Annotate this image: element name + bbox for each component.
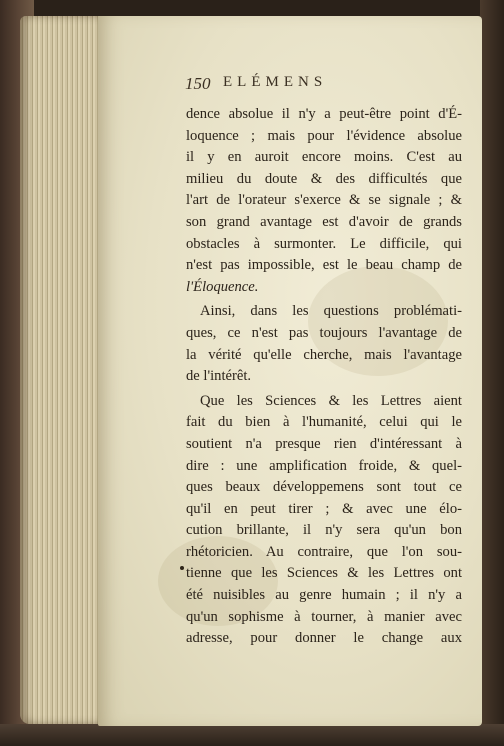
text-line: Ainsi, dans les questions problémati- — [200, 303, 462, 320]
running-title: ELÉMENS — [223, 74, 328, 90]
text-line: milieu du doute & des difficultés que — [186, 170, 462, 187]
text-line: adresse, pour donner le change aux — [186, 630, 462, 647]
text-line: qu'il en peut tirer ; & avec une élo- — [186, 500, 462, 517]
text-line: la vérité qu'elle cherche, mais l'avantage — [186, 346, 462, 363]
text-line: ques beaux développemens sont tout ce — [186, 479, 462, 496]
text-line: rhétoricien. Au contraire, que l'on sou- — [186, 543, 462, 560]
text-line: Que les Sciences & les Lettres aient — [200, 392, 462, 409]
text-line: n'est pas impossible, est le beau champ de — [186, 257, 462, 274]
text-line: de l'intérêt. — [186, 368, 252, 385]
book-cover-right — [480, 0, 504, 746]
text-line: l'art de l'orateur s'exerce & se signale ; & — [186, 192, 462, 209]
ink-spot — [180, 566, 184, 570]
text-line: loquence ; mais pour l'évidence absolue — [186, 127, 462, 144]
text-line: obstacles à surmonter. Le difficile, qui — [186, 235, 462, 252]
text-line: il y en auroit encore moins. C'est au — [186, 149, 462, 166]
text-line: l'Éloquence. — [186, 278, 259, 295]
running-header — [185, 74, 455, 96]
text-line: cution brillante, il n'y sera qu'un bon — [186, 522, 462, 539]
page-number: 150 — [185, 74, 211, 93]
text-line: tienne que les Sciences & les Lettres ont — [186, 565, 462, 582]
book-cover-bottom — [0, 724, 504, 746]
text-line: soutient n'a presque rien d'intéressant à — [186, 435, 462, 452]
text-line: dire : une amplification froide, & quel- — [186, 457, 462, 474]
text-line: qu'un sophisme à tourner, à manier avec — [186, 608, 462, 625]
text-line: ques, ce n'est pas toujours l'avantage de — [186, 324, 462, 341]
text-line: fait du bien à l'humanité, celui qui le — [186, 414, 462, 431]
body-text — [186, 104, 462, 650]
text-line: dence absolue il n'y a peut-être point d'É- — [186, 106, 462, 122]
text-line: son grand avantage est d'avoir de grands — [186, 213, 462, 230]
text-line: été nuisibles au genre humain ; il n'y a — [186, 587, 462, 604]
